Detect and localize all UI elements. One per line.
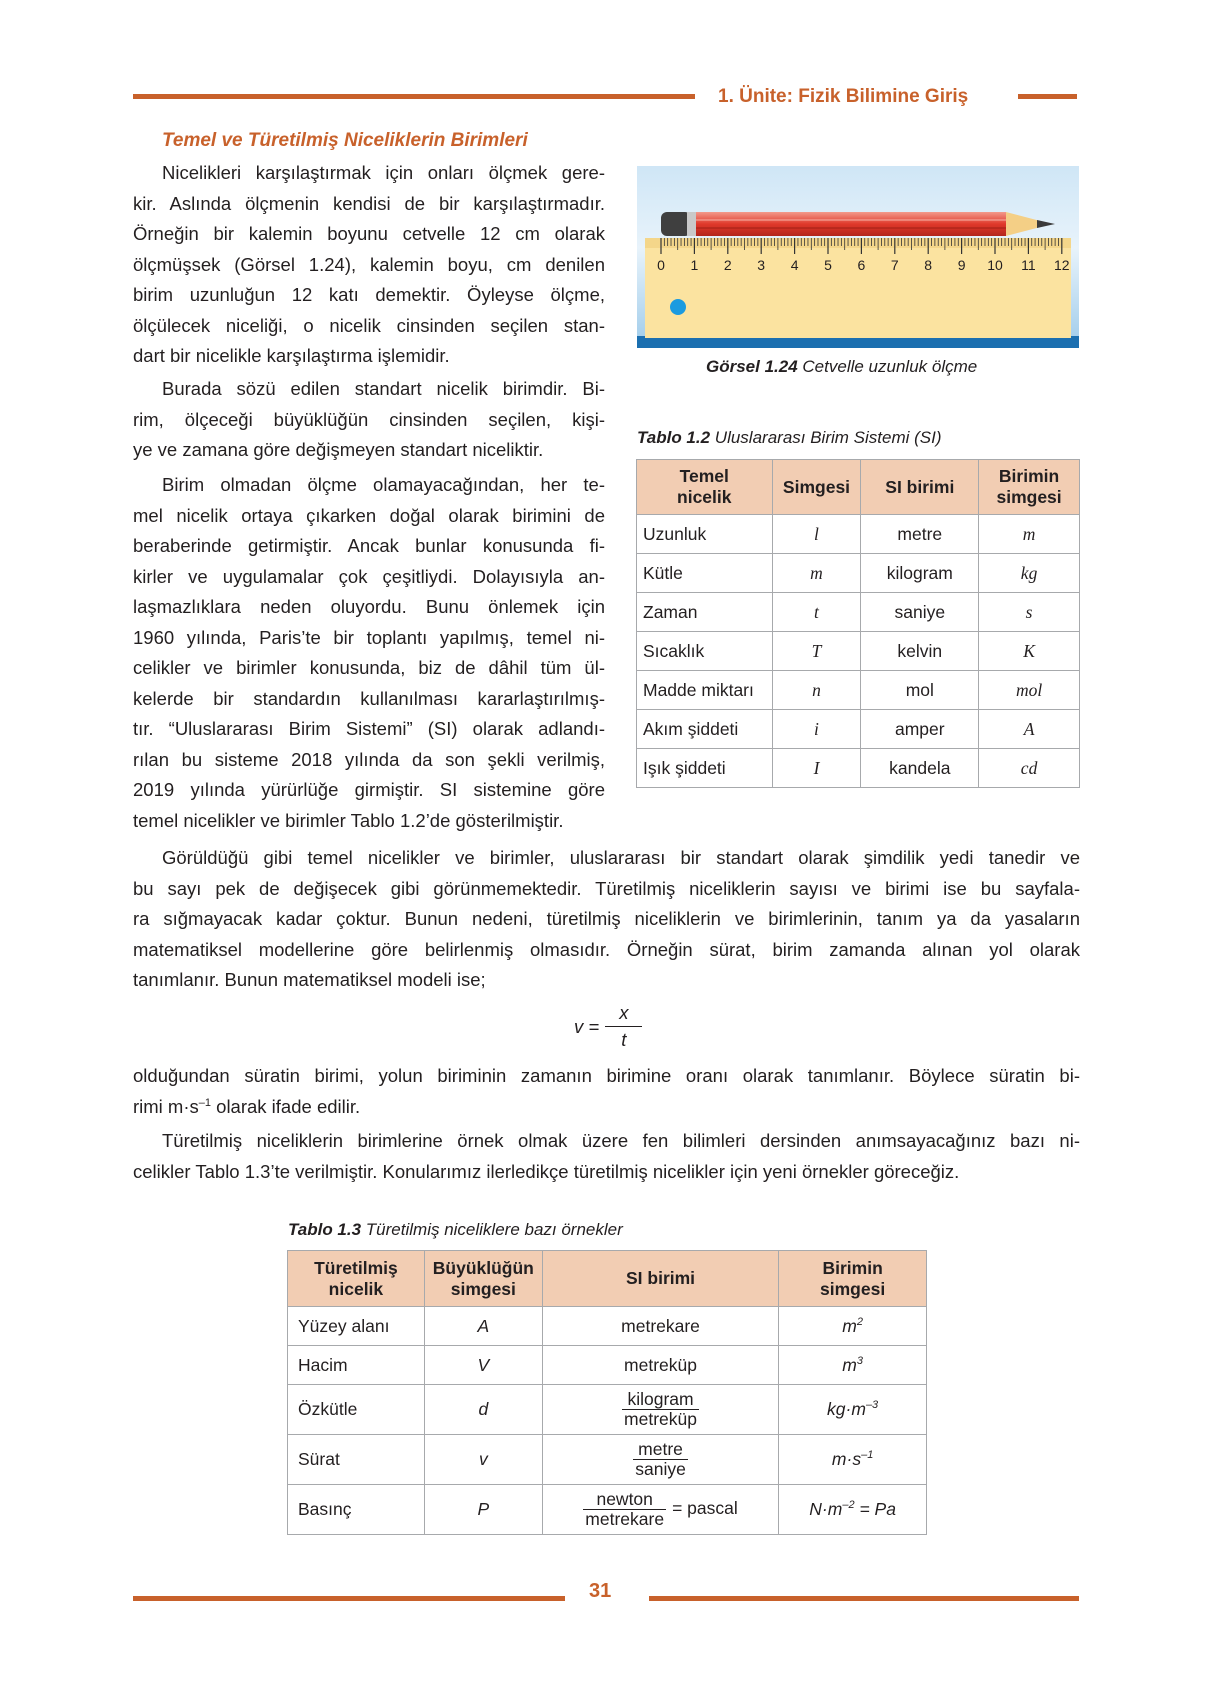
unit-symbol-base: m·s — [831, 1449, 862, 1469]
unit-symbol-exponent: –3 — [865, 1399, 879, 1411]
table-derived-units — [287, 1250, 927, 1535]
unit-denominator: metrekare — [585, 1509, 665, 1529]
unit-symbol-exponent: 2 — [856, 1315, 863, 1328]
table12-quantity-symbol: t — [772, 593, 861, 632]
table12-header: SI birimi — [861, 460, 979, 515]
table12-unit-symbol: A — [979, 710, 1080, 749]
speed-formula — [574, 1000, 642, 1053]
table13-header: Türetilmiş nicelik — [288, 1251, 425, 1307]
table13-si-unit: metrekare — [542, 1307, 778, 1346]
table12-row — [637, 632, 1080, 671]
unit-fraction — [633, 1440, 688, 1479]
table13-row — [288, 1435, 927, 1485]
table12-quantity-name: Kütle — [637, 554, 773, 593]
table13-caption-label: Tablo 1.3 — [288, 1220, 362, 1239]
table12-quantity-symbol: n — [772, 671, 861, 710]
unit-symbol-base: m — [842, 1315, 857, 1336]
formula-numerator: x — [605, 1000, 642, 1027]
table12-row — [637, 671, 1080, 710]
table12-quantity-name: Zaman — [637, 593, 773, 632]
table13-row — [288, 1485, 927, 1535]
table12-row — [637, 554, 1080, 593]
table12-quantity-symbol: T — [772, 632, 861, 671]
figure-caption — [706, 357, 977, 377]
table12-unit-symbol: cd — [979, 749, 1080, 788]
table12-quantity-symbol: i — [772, 710, 861, 749]
table12-si-unit: metre — [861, 515, 979, 554]
table13-quantity-symbol: v — [424, 1435, 542, 1485]
table13-unit-symbol — [779, 1346, 927, 1385]
ruler-number: 0 — [657, 257, 665, 273]
table13-quantity-symbol: P — [424, 1485, 542, 1535]
table13-si-unit — [542, 1385, 778, 1435]
figure-caption-label: Görsel 1.24 — [706, 357, 798, 376]
ruler-number: 9 — [957, 257, 966, 273]
pencil-body — [696, 212, 1006, 236]
table12-caption-text: Uluslararası Birim Sistemi (SI) — [714, 428, 942, 447]
header-rule-right — [1018, 94, 1077, 99]
unit-symbol-exponent: 3 — [856, 1354, 863, 1367]
table12-quantity-name: Madde miktarı — [637, 671, 773, 710]
table12-si-unit: kilogram — [861, 554, 979, 593]
table12-row — [637, 710, 1080, 749]
ruler-hole-icon — [670, 299, 686, 315]
full-paragraph-1: Görüldüğü gibi temel nicelikler ve birimler, uluslararası bir standart olarak şimdilik yedi tanedir ve bu sayı pek de değişecek gibi görünmemektedir. Türetilmiş niceliklerin sayısı ve birimi ise bu sayfala- ra sığmayacak kadar çoktur. Bunun nedeni, türetilmiş niceliklerin ve birimlerinin, tanım ya da yasaların matematiksel modellerine göre belirlenmiş olmasıdır. Örneğin sürat, birim zamanda alınan yol olarak tanımlanır. Bunun matematiksel modeli ise; — [133, 847, 1080, 990]
ruler-illustration — [637, 166, 1079, 348]
unit-denominator: metreküp — [624, 1409, 697, 1429]
ruler-number: 10 — [987, 257, 1003, 273]
header-rule-left — [133, 94, 695, 99]
table13-quantity-name: Yüzey alanı — [288, 1307, 425, 1346]
ruler-number: 7 — [890, 257, 899, 273]
table12-row — [637, 515, 1080, 554]
table13-header: Birimin simgesi — [779, 1251, 927, 1307]
unit-fraction — [583, 1490, 666, 1529]
table13-unit-symbol — [779, 1385, 927, 1435]
table12-quantity-name: Işık şiddeti — [637, 749, 773, 788]
table12-caption — [637, 428, 942, 448]
pencil-eraser — [661, 212, 691, 236]
pencil-ferrule — [687, 212, 696, 236]
table13-si-unit: metreküp — [542, 1346, 778, 1385]
table-si-units — [636, 459, 1080, 788]
table12-unit-symbol: kg — [979, 554, 1080, 593]
unit-symbol-base: kg·m — [827, 1399, 866, 1419]
table13-quantity-symbol: d — [424, 1385, 542, 1435]
table12-si-unit: mol — [861, 671, 979, 710]
table13-header: SI birimi — [542, 1251, 778, 1307]
full-paragraph-2: olduğundan süratin birimi, yolun biriminin zamanın birimine oranı olarak tanımlanır. Böylece süratin bi- rimi $m\cdot s^{-1}$ olarak ifade edilir. — [133, 1065, 1080, 1117]
ruler-number: 2 — [723, 257, 732, 273]
unit-suffix: = pascal — [672, 1498, 738, 1519]
col-paragraph-1: Nicelikleri karşılaştırmak için onları ölçmek gere- kir. Aslında ölçmenin kendisi de bir karşılaştırmadır. Örneğin bir kalemin boyunu cetvelle 12 cm olarak ölçmüşsek (Görsel 1.24), kalemin boyu, cm denilen birim uzunluğun 12 katı demektir. Öyleyse ölçme, ölçülecek niceliği, o nicelik cinsinden seçilen stan- dart bir nicelikle karşılaştırma işlemidir. — [133, 162, 605, 366]
table13-quantity-name: Sürat — [288, 1435, 425, 1485]
unit-symbol-base: N·m — [809, 1499, 843, 1519]
table12-unit-symbol: s — [979, 593, 1080, 632]
table13-quantity-name: Özkütle — [288, 1385, 425, 1435]
ruler-number: 6 — [857, 257, 866, 273]
table13-row — [288, 1385, 927, 1435]
table12-si-unit: kelvin — [861, 632, 979, 671]
unit-symbol-exponent: –2 — [842, 1499, 855, 1511]
unit-numerator: metre — [633, 1440, 688, 1460]
footer-rule-right — [649, 1596, 1079, 1601]
footer-rule-left — [133, 1596, 565, 1601]
table12-si-unit: saniye — [861, 593, 979, 632]
table13-si-unit — [542, 1485, 778, 1535]
page-number: 31 — [589, 1580, 612, 1602]
table12-quantity-name: Akım şiddeti — [637, 710, 773, 749]
table13-unit-symbol — [779, 1307, 927, 1346]
section-title: Temel ve Türetilmiş Niceliklerin Birimleri — [162, 130, 528, 151]
table12-quantity-symbol: m — [772, 554, 861, 593]
table12-caption-label: Tablo 1.2 — [637, 428, 711, 447]
table13-row — [288, 1307, 927, 1346]
table12-row — [637, 749, 1080, 788]
ruler-number: 5 — [824, 257, 832, 273]
unit-fraction — [622, 1390, 699, 1429]
table13-header: Büyüklüğün simgesi — [424, 1251, 542, 1307]
full-paragraph-3: Türetilmiş niceliklerin birimlerine örnek olmak üzere fen bilimleri dersinden anımsayacağınız bazı ni- celikler Tablo 1.3’te verilmiştir. Konularımız ilerledikçe türetilmiş nicelikler için yeni örnekler göreceğiz. — [133, 1130, 1080, 1182]
table12-quantity-symbol: l — [772, 515, 861, 554]
ruler-number: 3 — [757, 257, 766, 273]
table13-caption — [288, 1220, 623, 1240]
table13-unit-symbol — [779, 1485, 927, 1535]
table13-si-unit — [542, 1435, 778, 1485]
table12-unit-symbol: m — [979, 515, 1080, 554]
ruler-number: 4 — [790, 257, 799, 273]
table12-unit-symbol: K — [979, 632, 1080, 671]
formula-lhs: v = — [574, 1015, 600, 1037]
table13-quantity-symbol: A — [424, 1307, 542, 1346]
table12-header: Temel nicelik — [637, 460, 773, 515]
table12-unit-symbol: mol — [979, 671, 1080, 710]
formula-denominator: t — [621, 1029, 627, 1050]
table13-caption-text: Türetilmiş niceliklere bazı örnekler — [365, 1220, 623, 1239]
unit-title: 1. Ünite: Fizik Bilimine Giriş — [718, 86, 969, 107]
table12-quantity-name: Sıcaklık — [637, 632, 773, 671]
ruler-figure — [637, 166, 1079, 348]
table13-unit-symbol — [779, 1435, 927, 1485]
ruler-number: 1 — [690, 257, 699, 273]
ruler-number: 8 — [924, 257, 933, 273]
col-paragraph-3: Birim olmadan ölçme olamayacağından, her te- mel nicelik ortaya çıkarken doğal olarak birimini de beraberinde getirmiştir. Ancak bunlar konusunda fi- kirler ve uygulamalar çok çeşitliydi. Dolayısıyla an- laşmazlıklara neden oluyordu. Bunu önlemek için 1960 yılında, Paris’te bir toplantı yapılmış, temel ni- celikler ve birimler konusunda, biz de dâhil tüm ül- kelerde bir standardın kullanılması kararlaştırılmış- tır. “Uluslararası Birim Sistemi” (SI) olarak adlandı- rılan bu sisteme 2018 yılında da son şekli verilmiş, 2019 yılında yürürlüğe girmiştir. SI sistemine göre temel nicelikler ve birimler Tablo 1.2’de gösterilmiştir. — [133, 474, 605, 831]
table12-header: Birimin simgesi — [979, 460, 1080, 515]
table13-row — [288, 1346, 927, 1385]
table12-si-unit: kandela — [861, 749, 979, 788]
figure-caption-text: Cetvelle uzunluk ölçme — [802, 357, 978, 376]
table13-quantity-name: Hacim — [288, 1346, 425, 1385]
table12-row — [637, 593, 1080, 632]
unit-denominator: saniye — [635, 1459, 686, 1479]
table12-quantity-symbol: I — [772, 749, 861, 788]
table13-quantity-symbol: V — [424, 1346, 542, 1385]
unit-symbol-exponent: –1 — [861, 1449, 874, 1461]
table13-quantity-name: Basınç — [288, 1485, 425, 1535]
table12-si-unit: amper — [861, 710, 979, 749]
unit-symbol-base: m — [842, 1354, 857, 1375]
unit-numerator: newton — [583, 1490, 666, 1510]
table12-header: Simgesi — [772, 460, 861, 515]
unit-numerator: kilogram — [622, 1390, 699, 1410]
ruler-number: 12 — [1054, 257, 1070, 273]
col-paragraph-2: Burada sözü edilen standart nicelik birimdir. Bi- rim, ölçeceği büyüklüğün cinsinden seçilen, kişi- ye ve zamana göre değişmeyen standart niceliktir. — [133, 378, 605, 460]
table12-quantity-name: Uzunluk — [637, 515, 773, 554]
unit-symbol-suffix: = Pa — [854, 1499, 896, 1519]
ruler-number: 11 — [1021, 257, 1036, 273]
